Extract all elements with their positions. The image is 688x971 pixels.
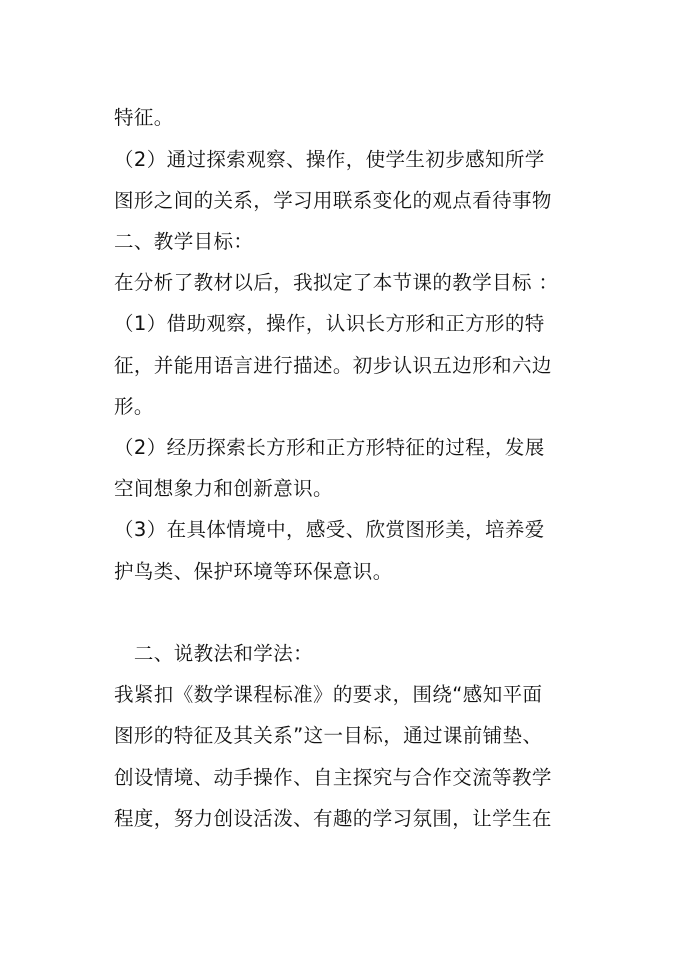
text-line: 图形的特征及其关系”这一目标，通过课前铺垫、 [114,724,543,747]
text-line: （2）经历探索长方形和正方形特征的过程，发展 [114,436,545,459]
text-line: （3）在具体情境中，感受、欣赏图形美，培养爱 [114,518,545,541]
text-line: 征，并能用语言进行描述。初步认识五边形和六边 [114,354,552,377]
section-heading: 二、说教法和学法： [114,642,314,665]
text-line: 程度，努力创设活泼、有趣的学习氛围，让学生在 [114,807,552,830]
text-line: 在分析了教材以后，我拟定了本节课的教学目标 ： [114,271,559,294]
text-line: 创设情境、动手操作、自主探究与合作交流等教学 [114,766,552,789]
text-line: 形。 [114,395,154,418]
text-line: 特征。 [114,106,174,129]
text-line: （2）通过探索观察、操作，使学生初步感知所学 [114,148,545,171]
text-line: 我紧扣《数学课程标准》的要求，围绕“感知平面 [114,683,543,706]
text-line: （1）借助观察，操作，认识长方形和正方形的特 [114,312,545,335]
section-heading: 二、教学目标： [114,230,254,253]
text-line: 护鸟类、保护环境等环保意识。 [114,560,393,583]
text-line: 图形之间的关系，学习用联系变化的观点看待事物 [114,189,552,212]
text-line: 空间想象力和创新意识。 [114,477,333,500]
